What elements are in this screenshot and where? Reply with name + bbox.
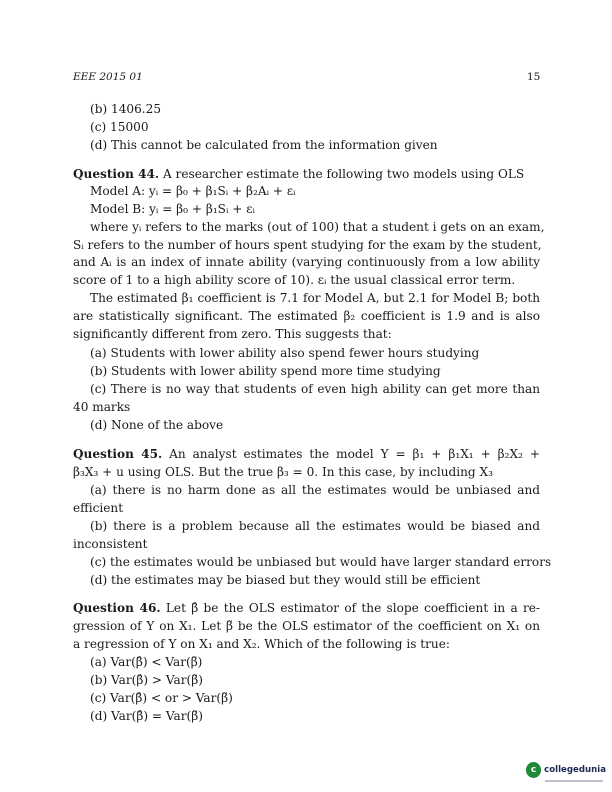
q45-option-b-cont: inconsistent xyxy=(73,537,148,551)
logo-text: collegedunia xyxy=(544,765,606,775)
q46-label: Question 46. xyxy=(73,601,161,615)
q45-text-line1: An analyst estimates the model Y = β₁ + β₁X₁ + β₂X₂ + xyxy=(169,447,540,461)
q44-para2-line1: The estimated β₁ coefficient is 7.1 for Model A, but 2.1 for Model B; both xyxy=(90,291,540,305)
q45-option-a: (a) there is no harm done as all the estimates would be unbiased and xyxy=(90,483,540,497)
q45-text-line2: β₃X₃ + u using OLS. But the true β₃ = 0. In this case, by including X₃ xyxy=(73,465,493,479)
q44-para2-line2: are statistically significant. The estimated β₂ coefficient is 1.9 and is also xyxy=(73,309,540,323)
q45-heading xyxy=(73,446,540,462)
collegedunia-logo xyxy=(526,760,606,780)
q44-para2-line3: significantly different from zero. This suggests that: xyxy=(73,327,392,341)
q46-text-line2: gression of Y on X₁. Let β̃ be the OLS estimator of the coefficient on X₁ on xyxy=(73,619,540,633)
q44-model-b: Model B: yᵢ = β₀ + β₁Sᵢ + εᵢ xyxy=(90,202,255,216)
q44-para1-line2: Sᵢ refers to the number of hours spent studying for the exam by the student, xyxy=(73,238,542,252)
running-header: EEE 2015 01 xyxy=(73,71,143,83)
q44-option-c: (c) There is no way that students of even high ability can get more than xyxy=(90,382,540,396)
q46-option-b: (b) Var(β̂) > Var(β̃) xyxy=(90,673,203,687)
q43-option-d: (d) This cannot be calculated from the information given xyxy=(90,138,438,152)
q43-option-b: (b) 1406.25 xyxy=(90,102,162,116)
q45-option-d: (d) the estimates may be biased but they would still be efficient xyxy=(90,573,481,587)
q44-intro: A researcher estimate the following two models using OLS xyxy=(162,167,525,181)
q44-label: Question 44. xyxy=(73,167,160,181)
logo-tagline-bar xyxy=(545,780,603,782)
logo-badge-icon: c xyxy=(526,762,541,778)
q43-option-c: (c) 15000 xyxy=(90,120,149,134)
q44-model-a: Model A: yᵢ = β₀ + β₁Sᵢ + β₂Aᵢ + εᵢ xyxy=(90,184,296,198)
q44-para1-line4: score of 1 to a high ability score of 10). εᵢ the usual classical error term. xyxy=(73,273,516,287)
q44-option-c-cont: 40 marks xyxy=(73,400,131,414)
q45-label: Question 45. xyxy=(73,447,163,461)
q46-option-d: (d) Var(β̂) = Var(β̃) xyxy=(90,709,203,723)
q46-option-a: (a) Var(β̂) < Var(β̃) xyxy=(90,655,203,669)
q44-option-d: (d) None of the above xyxy=(90,418,224,432)
page-number: 15 xyxy=(527,71,541,83)
q44-para1-line1: where yᵢ refers to the marks (out of 100) that a student i gets on an exam, xyxy=(90,220,545,234)
q45-option-a-cont: efficient xyxy=(73,501,124,515)
q46-text-line1: Let β̂ be the OLS estimator of the slope coefficient in a re- xyxy=(165,601,540,615)
q46-heading xyxy=(73,600,540,616)
q46-option-c: (c) Var(β̂) < or > Var(β̃) xyxy=(90,691,233,705)
q45-option-c: (c) the estimates would be unbiased but would have larger standard errors xyxy=(90,555,552,569)
q44-para1-line3: and Aᵢ is an index of innate ability (varying continuously from a low ability xyxy=(73,255,540,269)
q44-option-b: (b) Students with lower ability spend more time studying xyxy=(90,364,441,378)
q44-heading xyxy=(73,166,524,182)
q46-text-line3: a regression of Y on X₁ and X₂. Which of the following is true: xyxy=(73,637,450,651)
q44-option-a: (a) Students with lower ability also spend fewer hours studying xyxy=(90,346,480,360)
q45-option-b: (b) there is a problem because all the estimates would be biased and xyxy=(90,519,540,533)
